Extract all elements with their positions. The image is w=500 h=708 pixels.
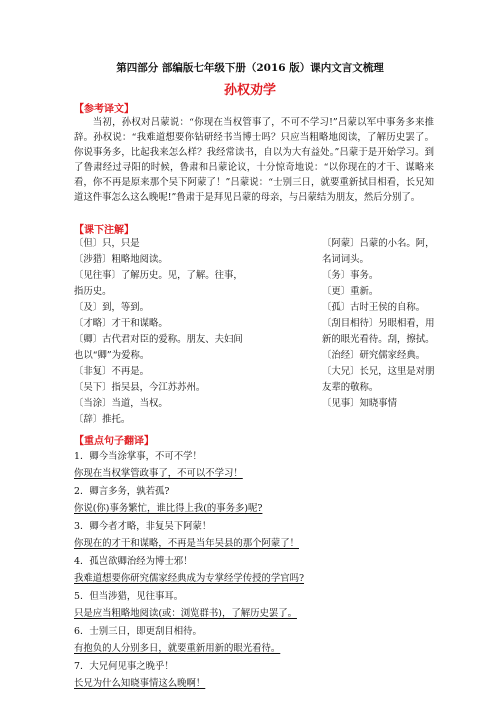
note-item: 〔才略〕才干和谋略。 <box>74 318 168 329</box>
note-item: 〔辞〕推托。 <box>74 414 131 425</box>
note-item: 〔见往事〕了解历史。见，了解。往事，指历史。 <box>74 270 243 297</box>
document-title: 孙权劝学 <box>223 83 276 98</box>
translation-paragraph: 当初，孙权对吕蒙说：“你现在当权管事了，不可不学习!”吕蒙以军中事务多来推辞。孙权说：“我难道想要你钻研经书当博士吗？只应当粗略地阅读，了解历史罢了。你说事务多，比起我来怎么样？我经常读书，自以为大有益处。”吕蒙于是开始学习。到了鲁肃经过寻阳的时候，鲁肃和吕蒙论议，十分惊奇地说：“以你现在的才干、谋略来看，你不再是原来那个吴下阿蒙了！”吕蒙说：“士别三日，就要重新拭目相看，长兄知道这件事怎么这么晚呢!”鲁肃于是拜见吕蒙的母亲，与吕蒙结为朋友，然后分别了。 <box>74 117 434 203</box>
section-heading-notes: 【课下注解】 <box>74 225 134 236</box>
sentence-translation: 只是应当粗略地阅读(或：浏览群书)，了解历史罢了。 <box>74 608 297 619</box>
sentence-original: 1．卿今当涂掌事，不可不学！ <box>74 451 202 462</box>
note-item: 〔治经〕研究儒家经典。 <box>322 350 426 361</box>
note-item: 〔孤〕古时王侯的自称。 <box>322 302 426 313</box>
note-item: 〔大兄〕长兄，这里是对朋友辈的敬称。 <box>322 366 435 393</box>
note-item: 〔务〕事务。 <box>322 270 379 281</box>
sentence-translation: 你说(你)事务繁忙，谁比得上我(的事务多)呢? <box>74 503 263 514</box>
sentence-translation: 长兄为什么知晓事情这么晚啊！ <box>74 678 206 689</box>
note-item: 〔更〕重新。 <box>322 286 379 297</box>
document-header: 第四部分 部编版七年级下册（2016 版）课内文言文梳理 <box>116 62 384 74</box>
notes-grid <box>74 236 444 446</box>
note-item: 〔阿蒙〕吕蒙的小名。阿，名词词头。 <box>322 238 435 265</box>
section-heading-key-sentences: 【重点句子翻译】 <box>74 436 154 447</box>
sentence-original: 6．士别三日，即更刮目相待。 <box>74 626 202 637</box>
sentence-original: 5．但当涉猎，见往事耳。 <box>74 591 184 602</box>
note-item: 〔非复〕不再是。 <box>74 366 150 377</box>
sentence-original: 2．卿言多务，孰若孤? <box>74 486 170 497</box>
section-heading-translation: 【参考译文】 <box>74 104 134 115</box>
sentence-original: 3．卿今者才略，非复吴下阿蒙！ <box>74 521 212 532</box>
sentence-translation: 有抱负的人分别多日，就要重新用新的眼光看待。 <box>74 643 281 654</box>
note-item: 〔刮目相待〕另眼相看，用新的眼光看待。刮，擦拭。 <box>322 318 435 345</box>
sentence-translation: 你现在的才干和谋略，不再是当年吴县的那个阿蒙了！ <box>74 538 300 549</box>
note-item: 〔及〕到，等到。 <box>74 302 150 313</box>
note-item: 〔吴下〕指吴县，今江苏苏州。 <box>74 382 206 393</box>
sentence-translation: 我难道想要你研究儒家经典成为专掌经学传授的学官吗? <box>74 573 305 584</box>
note-item: 〔但〕只，只是 <box>74 238 140 249</box>
sentence-translation: 你现在当权掌管政事了，不可以不学习！ <box>74 468 243 479</box>
note-item: 〔当涂〕当道，当权。 <box>74 398 168 409</box>
note-item: 〔涉猎〕粗略地阅读。 <box>74 254 168 265</box>
sentence-original: 4．孤岂欲卿治经为博士邪！ <box>74 556 193 567</box>
sentence-original: 7．大兄何见事之晚乎！ <box>74 661 174 672</box>
note-item: 〔见事〕知晓事情 <box>322 398 398 409</box>
note-item: 〔卿〕古代君对臣的爱称。朋友、夫妇间也以“卿”为爱称。 <box>74 334 243 361</box>
